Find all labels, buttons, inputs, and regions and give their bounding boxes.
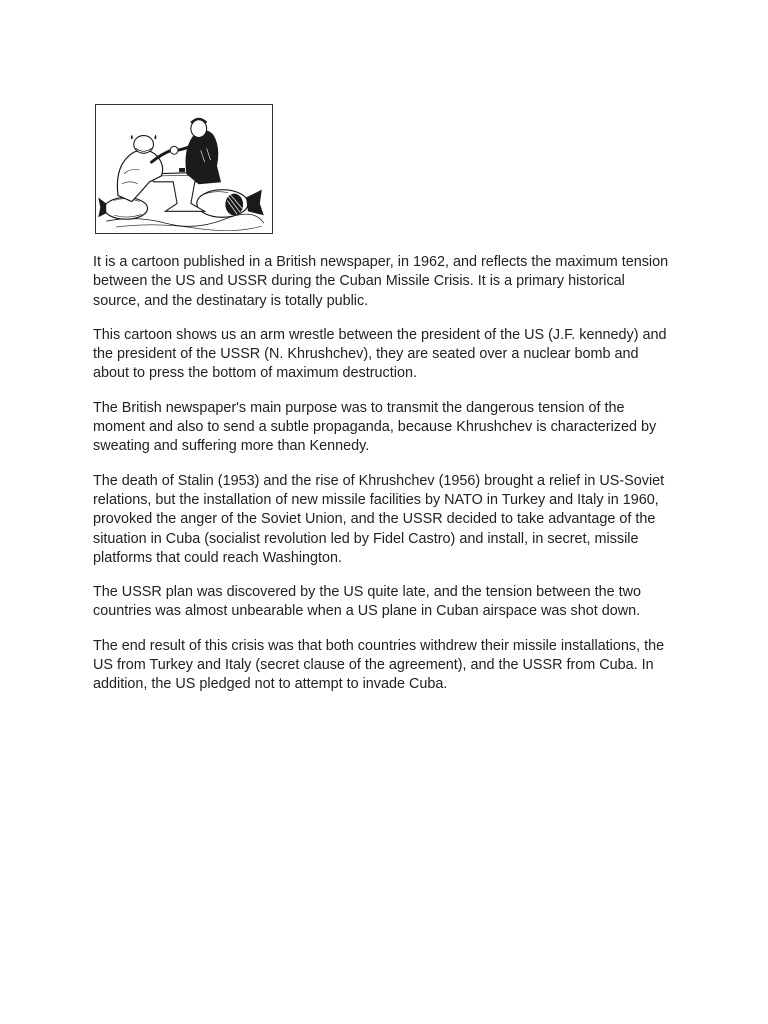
- cartoon-image: [95, 104, 273, 234]
- left-figure-shape: [117, 135, 171, 202]
- cartoon-illustration: [96, 105, 272, 233]
- article-text: [93, 253, 675, 710]
- paragraph: This cartoon shows us an arm wrestle between the president of the US (J.F. kennedy) and the president of the USSR (N. Khrushchev), they are seated over a nuclear bomb and about to press the bottom of maximum destruction.: [93, 326, 667, 382]
- right-bomb-shape: [197, 190, 264, 218]
- paragraph: It is a cartoon published in a British newspaper, in 1962, and reflects the maximum tension between the US and USSR during the Cuban Missile Crisis. It is a primary historical source, and the destinatary is totally public.: [93, 254, 669, 309]
- paragraph: The British newspaper's main purpose was to transmit the dangerous tension of the moment and also to send a subtle propaganda, because Khrushchev is characterized by sweating and suffering more than Kennedy.: [93, 399, 657, 455]
- paragraph: The USSR plan was discovered by the US quite late, and the tension between the two countries was almost unbearable when a US plane in Cuban airspace was shot down.: [93, 584, 641, 620]
- paragraph: The death of Stalin (1953) and the rise of Khrushchev (1956) brought a relief in US-Soviet relations, but the installation of new missile facilities by NATO in Turkey and Italy in 1960, provoked the anger of the Soviet Union, and the USSR decided to take advantage of the situation in Cuba (socialist revolution led by Fidel Castro) and install, in secret, missile platforms that could reach Washington.: [93, 472, 665, 566]
- paragraph: The end result of this crisis was that both countries withdrew their missile installations, the US from Turkey and Italy (secret clause of the agreement), and the USSR from Cuba. In addition, the US pledged not to attempt to invade Cuba.: [93, 637, 665, 693]
- left-bomb-shape: [98, 198, 147, 220]
